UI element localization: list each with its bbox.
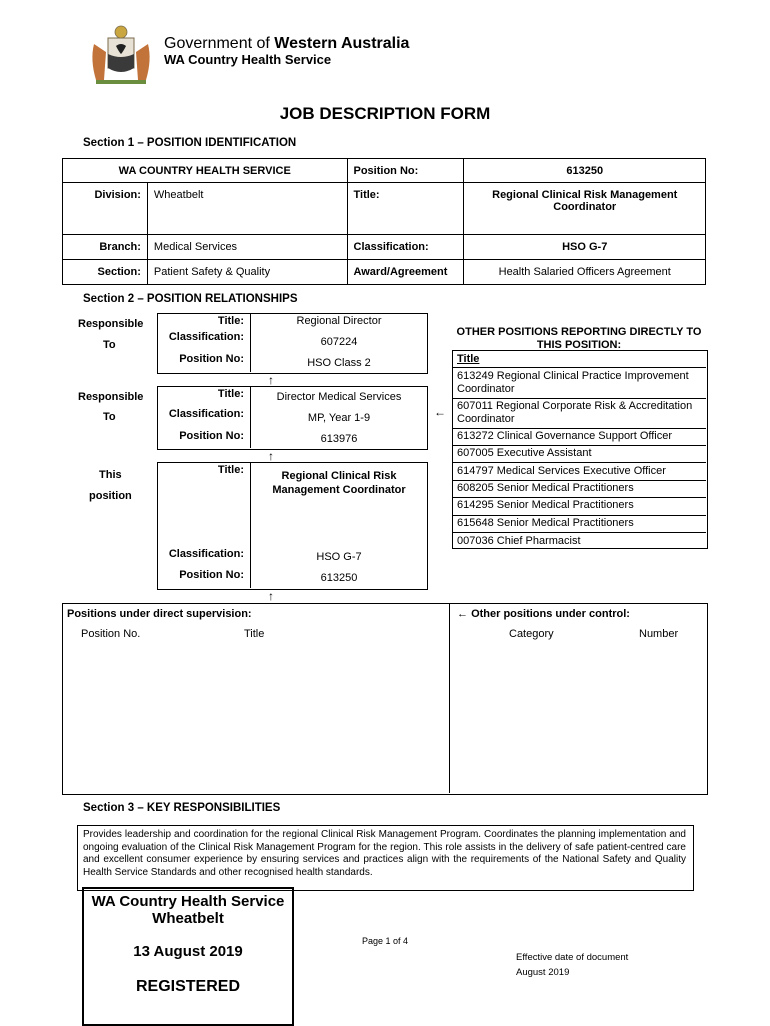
effective-date-value: August 2019 bbox=[516, 967, 570, 978]
responsible-label-1: Responsible bbox=[78, 318, 144, 330]
ds-col-title: Title bbox=[244, 628, 265, 640]
title-label: Title: bbox=[347, 183, 464, 235]
box1-position-no-label: Position No: bbox=[179, 353, 244, 365]
other-positions-heading: OTHER POSITIONS REPORTING DIRECTLY TO THIS POSITION: bbox=[456, 326, 702, 351]
section-label: Section: bbox=[63, 260, 148, 285]
box2-position-no-value: 613976 bbox=[320, 433, 358, 445]
box3-classification-label: Classification: bbox=[168, 548, 244, 560]
arrow-up-icon: ↑ bbox=[268, 589, 274, 603]
government-line: Government of Western Australia bbox=[164, 35, 410, 52]
effective-date-label: Effective date of document bbox=[516, 952, 629, 963]
box2-classification-label: Classification: bbox=[168, 408, 244, 420]
arrow-left-icon: ← bbox=[457, 608, 468, 620]
other-position-item: 007036 Chief Pharmacist bbox=[457, 535, 581, 547]
org-name: WA COUNTRY HEALTH SERVICE bbox=[63, 159, 348, 183]
box3-classification-value: HSO G-7 bbox=[316, 551, 362, 563]
other-position-item: 607011 Regional Corporate Risk & Accreditation Coordinator bbox=[457, 400, 693, 425]
other-positions-title-header: Title bbox=[457, 353, 480, 365]
box2-title-value: Director Medical Services bbox=[276, 391, 402, 403]
stamp-date: 13 August 2019 bbox=[133, 943, 243, 960]
responsible-label-2: Responsible bbox=[78, 391, 144, 403]
position-no-label: Position No: bbox=[347, 159, 464, 183]
box3-title-label: Title: bbox=[217, 464, 244, 476]
branch-label: Branch: bbox=[63, 235, 148, 260]
award-value: Health Salaried Officers Agreement bbox=[464, 260, 706, 285]
box2-classification-value: MP, Year 1-9 bbox=[307, 412, 371, 424]
stamp-region: Wheatbelt bbox=[152, 910, 224, 927]
box2-position-no-label: Position No: bbox=[179, 430, 244, 442]
section2-heading: Section 2 – POSITION RELATIONSHIPS bbox=[83, 293, 298, 305]
other-position-item: 615648 Senior Medical Practitioners bbox=[457, 517, 634, 529]
arrow-up-icon: ↑ bbox=[268, 373, 274, 387]
section3-heading: Section 3 – KEY RESPONSIBILITIES bbox=[83, 802, 281, 814]
oc-col-number: Number bbox=[639, 628, 679, 640]
to-label-1: To bbox=[103, 339, 116, 351]
registered-stamp bbox=[82, 887, 294, 1026]
wa-coat-of-arms-logo bbox=[86, 24, 156, 86]
classification-value: HSO G-7 bbox=[464, 235, 706, 260]
page-number: Page 1 of 4 bbox=[362, 936, 409, 946]
stamp-service: WA Country Health Service bbox=[91, 893, 285, 910]
oc-col-category: Category bbox=[509, 628, 554, 640]
other-position-item: 608205 Senior Medical Practitioners bbox=[457, 482, 634, 494]
box2-title-label: Title: bbox=[217, 388, 244, 400]
other-position-item: 614295 Senior Medical Practitioners bbox=[457, 499, 634, 511]
box1-classification-value: 607224 bbox=[320, 336, 358, 348]
box1-title-value: Regional Director bbox=[296, 315, 382, 327]
box1-title-label: Title: bbox=[217, 315, 244, 327]
position-label: position bbox=[89, 490, 132, 502]
direct-supervision-label: Positions under direct supervision: bbox=[67, 608, 252, 620]
stamp-status: REGISTERED bbox=[135, 978, 240, 995]
branch-value: Medical Services bbox=[147, 235, 347, 260]
title-value: Regional Clinical Risk Management Coordinator bbox=[464, 183, 706, 235]
ds-col-position: Position No. bbox=[81, 628, 141, 640]
classification-label: Classification: bbox=[347, 235, 464, 260]
award-label: Award/Agreement bbox=[347, 260, 464, 285]
box1-classification-label: Classification: bbox=[168, 331, 244, 343]
other-position-item: 613272 Clinical Governance Support Officer bbox=[457, 430, 673, 442]
arrow-left-icon: ← bbox=[434, 405, 446, 419]
box3-title-value: Regional Clinical Risk Management Coordinator bbox=[272, 470, 406, 496]
section1-heading: Section 1 – POSITION IDENTIFICATION bbox=[83, 137, 297, 149]
supervision-table bbox=[62, 603, 708, 795]
division-label: Division: bbox=[63, 183, 148, 235]
page-title: JOB DESCRIPTION FORM bbox=[279, 104, 491, 123]
this-label: This bbox=[99, 469, 122, 481]
box1-position-no-value: HSO Class 2 bbox=[307, 357, 371, 369]
other-position-item: 614797 Medical Services Executive Officer bbox=[457, 465, 666, 477]
section-value: Patient Safety & Quality bbox=[147, 260, 347, 285]
position-identification-table bbox=[62, 158, 706, 285]
other-position-item: 613249 Regional Clinical Practice Improvement Coordinator bbox=[457, 370, 689, 395]
position-no-value: 613250 bbox=[464, 159, 706, 183]
other-position-item: 607005 Executive Assistant bbox=[457, 447, 592, 459]
other-control-label: ← Other positions under control: bbox=[457, 608, 630, 620]
division-value: Wheatbelt bbox=[147, 183, 347, 235]
to-label-2: To bbox=[103, 411, 116, 423]
box3-position-no-label: Position No: bbox=[179, 569, 244, 581]
key-responsibilities-text: Provides leadership and coordination for the regional Clinical Risk Management Program. Coordinates the planning implementation and ongoing evaluation of the Clinical Risk Management Program for the region. This role assists in the delivery of safe patient-centred care and excellent consumer experience by ensuring services and practices align with the requirements of the National Safety and Quality Health Service Standards and other recognised health standards. bbox=[83, 829, 686, 878]
service-line: WA Country Health Service bbox=[164, 52, 332, 67]
arrow-up-icon: ↑ bbox=[268, 449, 274, 463]
box3-position-no-value: 613250 bbox=[320, 572, 358, 584]
